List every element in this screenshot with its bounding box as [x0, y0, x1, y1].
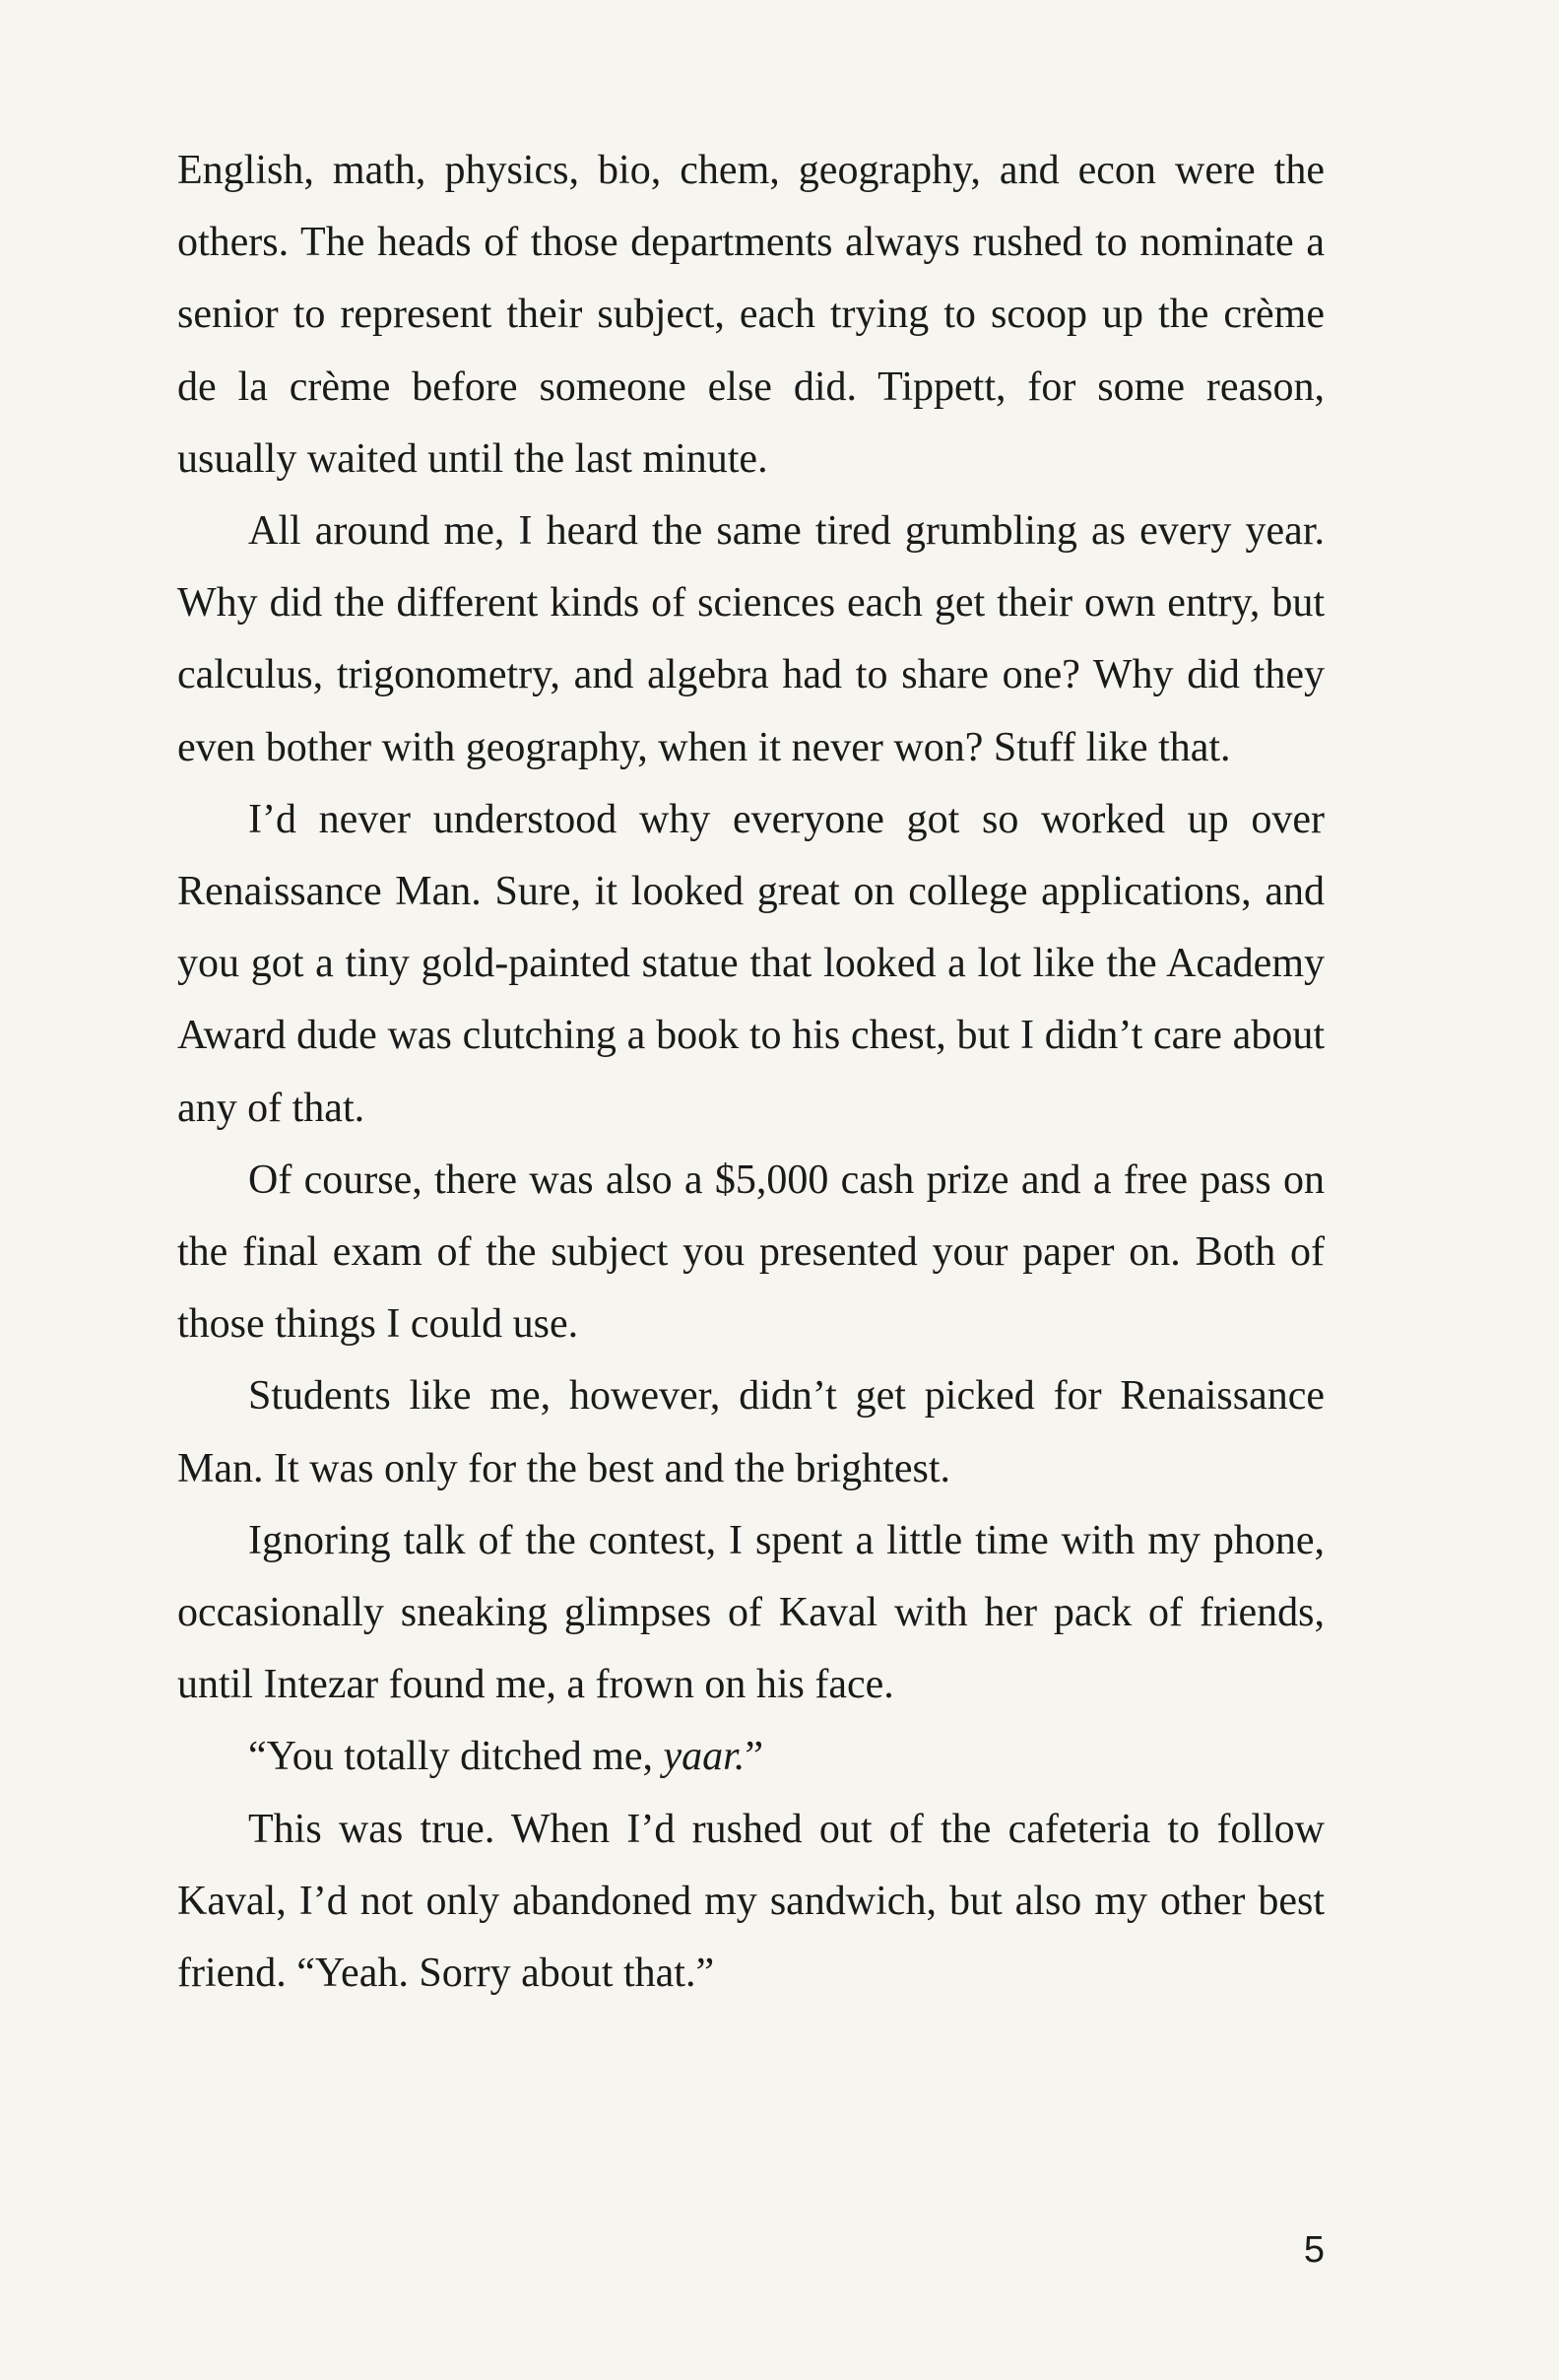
paragraph-final: This was true. When I’d rushed out of the cafeteria to follow Kaval, I’d not only abandoned my sandwich, but also my other best friend. “Yeah. Sorry about that.”: [177, 1806, 1325, 1997]
paragraph-5: Students like me, however, didn’t get picked for Renaissance Man. It was only for the best and the brightest.: [177, 1373, 1325, 1491]
paragraph-2: All around me, I heard the same tired grumbling as every year. Why did the different kinds of sciences each get their own entry, but calculus, trigonometry, and algebra had to share one? Why did they even bother with geography, when it never won? Stuff like that.: [177, 508, 1325, 770]
quote-emphasis: yaar.: [663, 1734, 746, 1780]
page-number: 5: [1303, 2229, 1325, 2271]
paragraph-3: I’d never understood why everyone got so worked up over Renaissance Man. Sure, it looked great on college applications, and you got a tiny gold-painted statue that looked a lot like the Academy Award dude was clutching a book to his chest, but I didn’t care about any of that.: [177, 796, 1325, 1131]
body-text: [177, 135, 1325, 2010]
quote-text: “You totally ditched me,: [248, 1734, 664, 1780]
quote-close: ”: [745, 1734, 764, 1780]
paragraph-quote: [177, 1721, 1325, 1793]
paragraph-4: Of course, there was also a $5,000 cash prize and a free pass on the final exam of the subject you presented your paper on. Both of those things I could use.: [177, 1157, 1325, 1348]
paragraph-1: English, math, physics, bio, chem, geography, and econ were the others. The heads of those departments always rushed to nominate a senior to represent their subject, each trying to scoop up the crème de la crème before someone else did. Tippett, for some reason, usually waited until the last minute.: [177, 148, 1325, 482]
paragraph-6: Ignoring talk of the contest, I spent a little time with my phone, occasionally sneaking glimpses of Kaval with her pack of friends, until Intezar found me, a frown on his face.: [177, 1517, 1325, 1708]
